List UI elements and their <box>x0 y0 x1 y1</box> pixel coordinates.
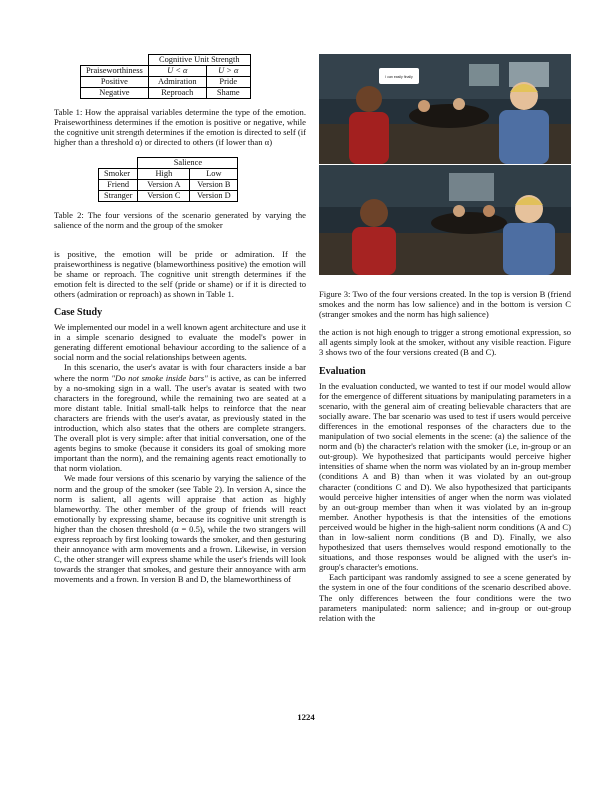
table-cell: Stranger <box>99 191 138 202</box>
table-cell: Negative <box>81 88 149 99</box>
section-heading-evaluation: Evaluation <box>319 365 366 377</box>
table-2-group-header: Salience <box>138 158 238 169</box>
table-row <box>81 88 251 99</box>
paragraph: is positive, the emotion will be pride or admiration. If the praiseworthiness is negative (blameworthiness positive) the emotion will be shame or reproach. The cognitive unit strength determines if the emotion felt is directed to the self (pride or shame) or if it is directed to others (admiration or reproach) as shown in Table 1. <box>54 248 306 299</box>
table-cell: Version B <box>190 180 238 191</box>
table-2-col-header: High <box>138 169 190 180</box>
table-2-caption: Table 2: The four versions of the scenario generated by varying the salience of the norm and the group of the smoker <box>54 210 306 231</box>
table-cell: Friend <box>99 180 138 191</box>
paragraph: We made four versions of this scenario by varying the salience of the norm and the group of the smoker (see Table 2). In version A, since the norm is salient, all agents will appraise that action as highly blameworthy. The other member of the group of friends will react emotionally by expressing shame, because its cognitive unit strength is higher than the chosen threshold (α = 0.5), while the two strangers will express reproach by first looking towards the smoker, and then gesturing their annoyance with arm movements and a frown. Likewise, in version C, the other stranger will express shame while the user's friends will look towards the stranger that smokes, and gesture their annoyance with arm movements and a frown. In version B and D, the blameworthiness of <box>54 473 306 585</box>
table-row <box>99 180 238 191</box>
table-cell: Shame <box>206 88 250 99</box>
table-row <box>81 77 251 88</box>
bar-scene-image <box>319 165 571 275</box>
figure-bottom-scene <box>319 165 571 275</box>
table-1-col-header: U > α <box>206 66 250 77</box>
table-2-row-header: Smoker <box>99 169 138 180</box>
bar-scene-image <box>319 54 571 164</box>
speech-bubble-text: I can easily finally <box>385 75 413 79</box>
table-cell: Version D <box>190 191 238 202</box>
table-1-col-header: U < α <box>148 66 206 77</box>
right-column <box>319 54 571 623</box>
table-cell: Reproach <box>148 88 206 99</box>
table-1-row-header: Praiseworthiness <box>81 66 149 77</box>
norm-quote: "Do not smoke inside bars" <box>111 372 208 383</box>
table-1-group-header: Cognitive Unit Strength <box>148 55 250 66</box>
table-cell: Pride <box>206 77 250 88</box>
table-row <box>99 191 238 202</box>
table-1-caption: Table 1: How the appraisal variables determine the type of the emotion. Praiseworthiness determines if the emotion is positive or negative, while the cognitive unit strength determines if the emotion is directed to self (if higher than a threshold α) or directed to others (if lower than α) <box>54 107 306 148</box>
table-cell: Version C <box>138 191 190 202</box>
table-2-col-header: Low <box>190 169 238 180</box>
table-cell: Admiration <box>148 77 206 88</box>
figure-3-caption: Figure 3: Two of the four versions created. In the top is version B (friend smokes and the norm has low salience) and in the bottom is version C (stranger smokes and the norm has high salience) <box>319 289 571 320</box>
paragraph: Each participant was randomly assigned to see a scene generated by the system in one of the four conditions of the scenario described above. The only differences between the four conditions were the two parameters manipulated: norm salience; and in-group or out-group relation with the <box>319 572 571 623</box>
paragraph: In this scenario, the user's avatar is with four characters inside a bar where the norm "Do not smoke inside bars" is active, as can be inferred by a no-smoking sign in a wall. The user's avatar is seated with two characters in the foreground, while the remaining two are seated at a more distant table. Initial small-talk helps to reinforce that the near characters are friends with the user's avatar, as previously stated in the introduction, which also states that the others are complete strangers. The overall plot is very simple: after that initial conversation, one of the agents begins to smoke (because it considers its goal of smoking more important than the norm), and the remaining agents react emotionally to that norm violation. <box>54 362 306 474</box>
table-cell: Positive <box>81 77 149 88</box>
table-cell: Version A <box>138 180 190 191</box>
paragraph: In the evaluation conducted, we wanted to test if our model would allow for the emergence of different situations by manipulating parameters in a scenario, with the general aim of creating believable characters that are socially aware. The bar scenario was used to test if users would perceive differences in the emotional responses of the characters due to the manipulation of two social elements in the scene: (a) the salience of the norm and (b) the character's relation with the smoker (i.e, in-group or an out-group). We hypothesized that participants would perceive higher intensities of shame when the norm was violated by an in-group member (conditions A and B) than when it was violated by an out-group character (conditions C and D). We also hypothesized that participants would perceive higher intensities of anger when the norm was violated by an out-group member than when it was violated by an in-group member. Another hypothesis is that the intensities of the emotions perceived would be higher in the high-salient norm conditions (A and C) than in low-salient norm conditions (B and D). Finally, we also hypothesized that users themselves would respond emotionally to the situations, and those responses would be aligned with the user's in-group's character's emotions. <box>319 380 571 573</box>
figure-top-scene <box>319 54 571 164</box>
page-number: 1224 <box>297 712 315 722</box>
paragraph: We implemented our model in a well known agent architecture and use it in a simple scenario designed to evaluate the model's power in generating different emotional behaviour according to the salience of a social norm and the social relationships between agents. <box>54 322 306 363</box>
left-column <box>54 54 306 584</box>
paragraph: the action is not high enough to trigger a strong emotional expression, so all agents simply look at the smoker, without any visible reaction. Figure 3 shows two of the four versions created (B and C). <box>319 327 571 358</box>
table-1 <box>80 54 251 99</box>
table-2 <box>98 157 238 202</box>
section-heading-case-study: Case Study <box>54 307 103 319</box>
